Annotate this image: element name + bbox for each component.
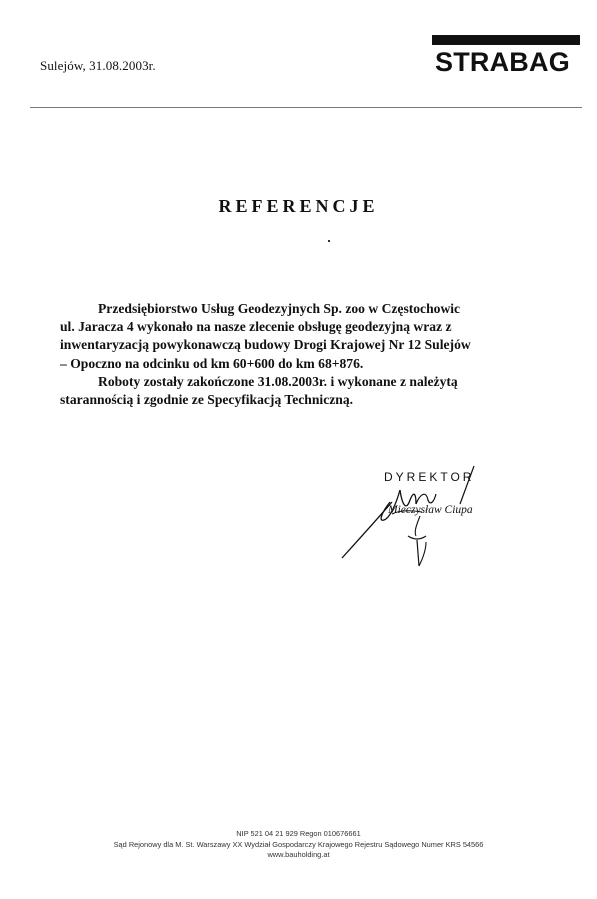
footer-line: NIP 521 04 21 929 Regon 010676661 [236,829,361,838]
body-line: inwentaryzacją powykonawczą budowy Drogi Krajowej Nr 12 Sulejów [60,337,471,353]
body-line: Przedsiębiorstwo Usług Geodezyjnych Sp. zoo w Częstochowic [98,301,461,316]
reference-body [60,300,530,409]
company-footer [0,829,597,861]
body-line: Roboty zostały zakończone 31.08.2003r. i wykonane z należytą [98,373,458,389]
header-divider [30,107,582,108]
scan-speck [328,240,330,242]
signatory-role: DYREKTOR [384,470,475,484]
document-date: Sulejów, 31.08.2003r. [40,58,156,73]
footer-line: Sąd Rejonowy dla M. St. Warszawy XX Wydział Gospodarczy Krajowego Rejestru Sądowego Numer KRS 54566 [113,839,484,849]
strabag-logo [432,35,580,85]
footer-line: www.bauholding.at [267,850,330,859]
body-line: ul. Jaracza 4 wykonało na nasze zlecenie obsługę geodezyjną wraz z [60,319,452,335]
logo-bar [432,35,580,45]
page-title: REFERENCJE [218,196,379,216]
logo-text: STRABAG [435,47,570,77]
signatory-name: Mieczysław Ciupa [388,504,473,516]
body-line: – Opoczno na odcinku od km 60+600 do km 68+876. [60,355,364,371]
body-line: starannością i zgodnie ze Specyfikacją Techniczną. [60,392,354,408]
signature-block [340,460,540,610]
